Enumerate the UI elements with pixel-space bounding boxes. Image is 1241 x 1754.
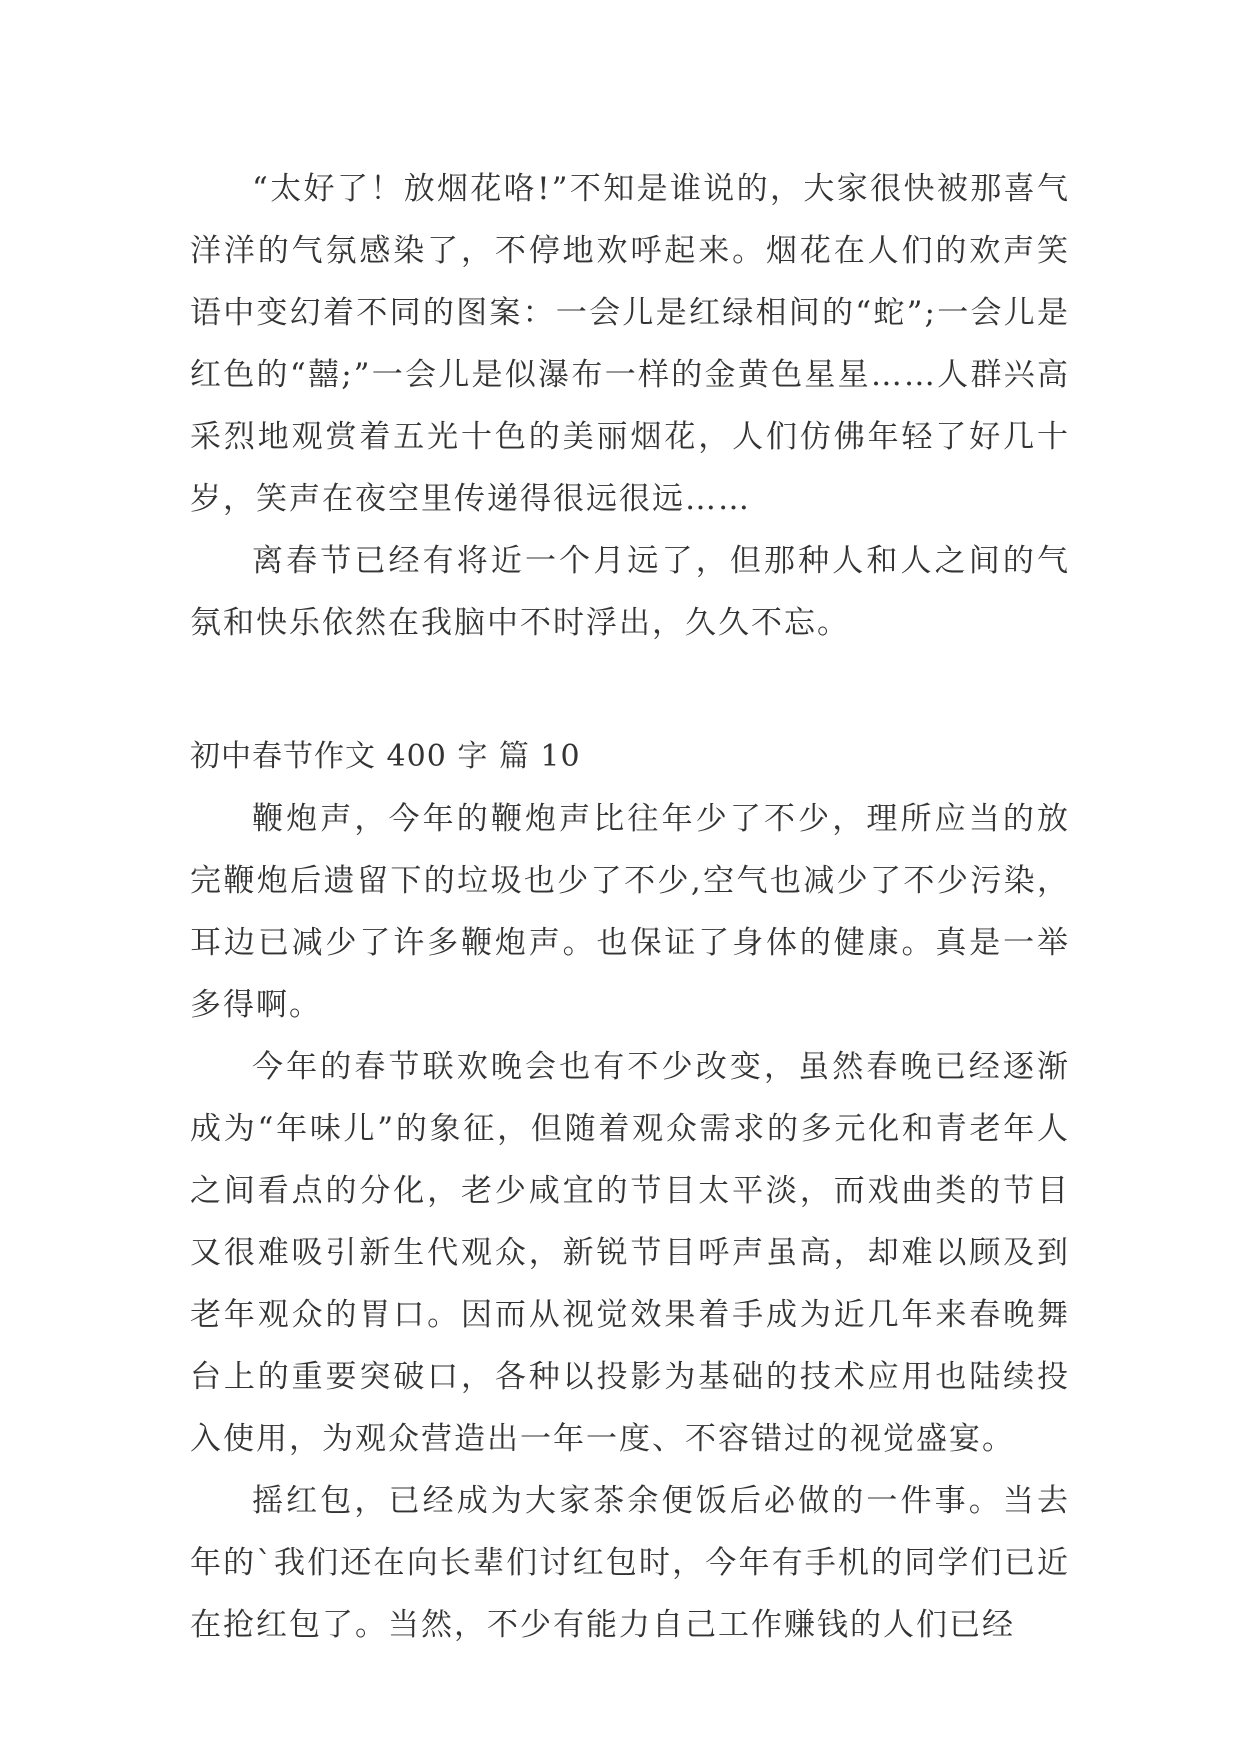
paragraph-firecrackers: 鞭炮声，今年的鞭炮声比往年少了不少，理所应当的放完鞭炮后遗留下的垃圾也少了不少,空气也减少了不少污染，耳边已减少了许多鞭炮声。也保证了身体的健康。真是一举多得啊。 [190,801,1070,1023]
section-title: 初中春节作文 400 字 篇 10 [190,739,581,774]
paragraph-memory: 离春节已经有将近一个月远了，但那种人和人之间的气氛和快乐依然在我脑中不时浮出，久久不忘。 [190,543,1070,641]
paragraph-red-envelope: 摇红包，已经成为大家茶余便饭后必做的一件事。当去年的`我们还在向长辈们讨红包时，今年有手机的同学们已近在抢红包了。当然，不少有能力自己工作赚钱的人们已经 [190,1483,1070,1643]
document-body [190,158,1070,1656]
paragraph-gala: 今年的春节联欢晚会也有不少改变，虽然春晚已经逐渐成为“年味儿”的象征，但随着观众需求的多元化和青老年人之间看点的分化，老少咸宜的节目太平淡，而戏曲类的节目又很难吸引新生代观众，新锐节目呼声虽高，却难以顾及到老年观众的胃口。因而从视觉效果着手成为近几年来春晚舞台上的重要突破口，各种以投影为基础的技术应用也陆续投入使用，为观众营造出一年一度、不容错过的视觉盛宴。 [190,1049,1070,1457]
paragraph-fireworks: “太好了！放烟花咯!”不知是谁说的，大家很快被那喜气洋洋的气氛感染了，不停地欢呼起来。烟花在人们的欢声笑语中变幻着不同的图案：一会儿是红绿相间的“蛇”;一会儿是红色的“囍;”一会儿是似瀑布一样的金黄色星星……人群兴高采烈地观赏着五光十色的美丽烟花，人们仿佛年轻了好几十岁，笑声在夜空里传递得很远很远…… [190,171,1070,517]
